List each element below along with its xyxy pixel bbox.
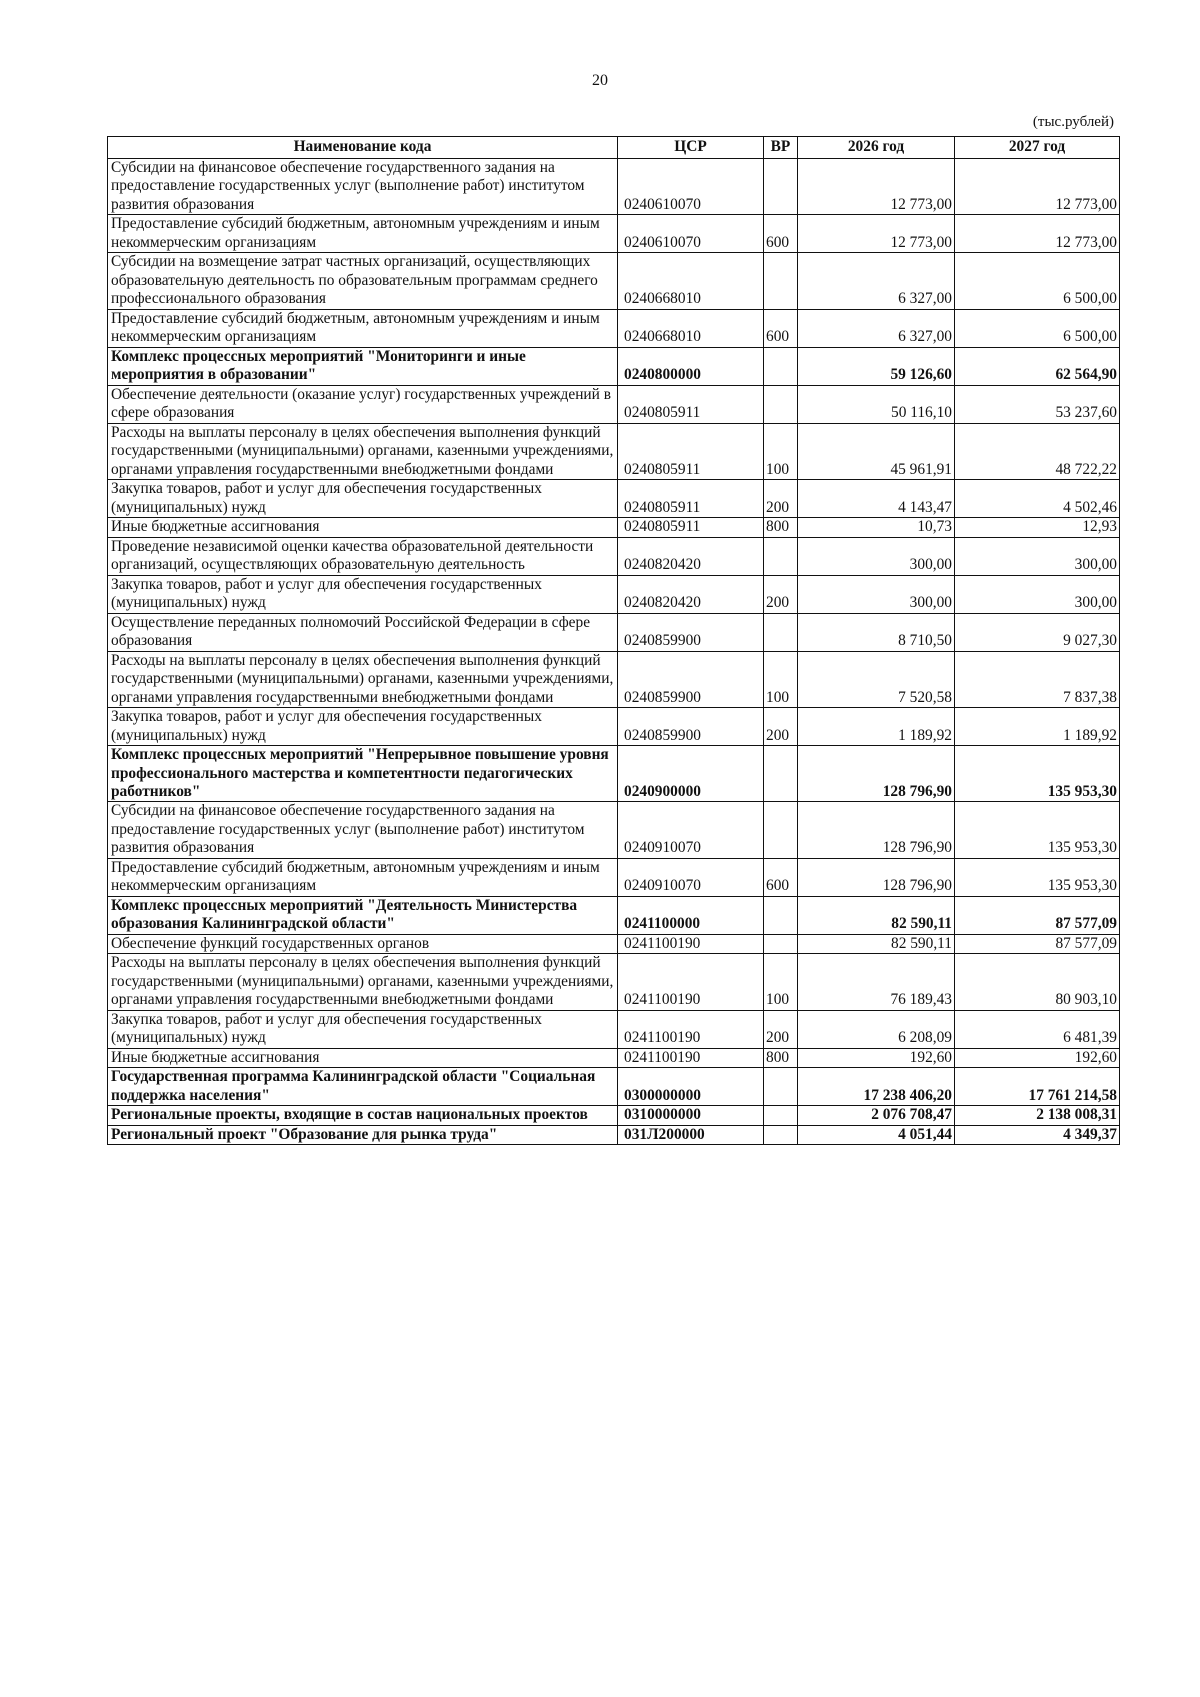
- cell-2026: 45 961,91: [798, 423, 955, 479]
- cell-csr: 0241100190: [618, 1010, 764, 1048]
- table-row: [108, 518, 1120, 537]
- cell-csr: 0240859900: [618, 651, 764, 707]
- cell-name: Осуществление переданных полномочий Российской Федерации в сфере образования: [108, 613, 618, 651]
- cell-name: Предоставление субсидий бюджетным, автономным учреждениям и иным некоммерческим организациям: [108, 309, 618, 347]
- cell-name: Предоставление субсидий бюджетным, автономным учреждениям и иным некоммерческим организациям: [108, 858, 618, 896]
- cell-csr: 0240805911: [618, 423, 764, 479]
- table-row: [108, 1068, 1120, 1106]
- cell-name: Обеспечение деятельности (оказание услуг) государственных учреждений в сфере образования: [108, 385, 618, 423]
- cell-2027: 53 237,60: [955, 385, 1120, 423]
- cell-vr: 600: [764, 858, 798, 896]
- cell-2027: 4 349,37: [955, 1125, 1120, 1144]
- cell-name: Закупка товаров, работ и услуг для обеспечения государственных (муниципальных) нужд: [108, 575, 618, 613]
- cell-name: Расходы на выплаты персоналу в целях обеспечения выполнения функций государственными (муниципальными) органами, казенными учреждениями, органами управления государственными внебюджетными фондами: [108, 651, 618, 707]
- cell-2027: 12,93: [955, 518, 1120, 537]
- cell-vr: 100: [764, 423, 798, 479]
- table-row: [108, 651, 1120, 707]
- cell-csr: 0240800000: [618, 347, 764, 385]
- cell-2026: 300,00: [798, 537, 955, 575]
- cell-csr: 0240900000: [618, 746, 764, 802]
- cell-2026: 128 796,90: [798, 858, 955, 896]
- cell-2027: 12 773,00: [955, 215, 1120, 253]
- cell-2027: 135 953,30: [955, 858, 1120, 896]
- table-row: [108, 1010, 1120, 1048]
- cell-csr: 0240805911: [618, 480, 764, 518]
- table-row: [108, 746, 1120, 802]
- cell-csr: 0241100000: [618, 896, 764, 934]
- table-row: [108, 537, 1120, 575]
- cell-2026: 2 076 708,47: [798, 1106, 955, 1125]
- table-row: [108, 385, 1120, 423]
- cell-2026: 59 126,60: [798, 347, 955, 385]
- cell-2027: 2 138 008,31: [955, 1106, 1120, 1125]
- cell-csr: 0240668010: [618, 309, 764, 347]
- cell-vr: [764, 385, 798, 423]
- cell-2026: 82 590,11: [798, 896, 955, 934]
- cell-2026: 6 327,00: [798, 253, 955, 309]
- cell-name: Иные бюджетные ассигнования: [108, 1048, 618, 1067]
- table-row: [108, 1106, 1120, 1125]
- header-vr: ВР: [764, 137, 798, 159]
- table-row: [108, 215, 1120, 253]
- cell-csr: 0241100190: [618, 1048, 764, 1067]
- cell-2027: 80 903,10: [955, 954, 1120, 1010]
- cell-csr: 0300000000: [618, 1068, 764, 1106]
- cell-2027: 135 953,30: [955, 746, 1120, 802]
- cell-name: Региональный проект "Образование для рынка труда": [108, 1125, 618, 1144]
- cell-2026: 12 773,00: [798, 159, 955, 215]
- cell-vr: [764, 1125, 798, 1144]
- header-name: Наименование кода: [108, 137, 618, 159]
- cell-name: Комплекс процессных мероприятий "Деятельность Министерства образования Калининградской области": [108, 896, 618, 934]
- cell-2027: 6 500,00: [955, 309, 1120, 347]
- header-2027: 2027 год: [955, 137, 1120, 159]
- header-csr: ЦСР: [618, 137, 764, 159]
- cell-2026: 1 189,92: [798, 708, 955, 746]
- table-row: [108, 1125, 1120, 1144]
- cell-2027: 62 564,90: [955, 347, 1120, 385]
- cell-2026: 192,60: [798, 1048, 955, 1067]
- cell-2027: 7 837,38: [955, 651, 1120, 707]
- cell-name: Субсидии на финансовое обеспечение государственного задания на предоставление государственных услуг (выполнение работ) институтом развития образования: [108, 802, 618, 858]
- cell-vr: [764, 537, 798, 575]
- cell-name: Комплекс процессных мероприятий "Мониторинги и иные мероприятия в образовании": [108, 347, 618, 385]
- cell-2026: 128 796,90: [798, 746, 955, 802]
- cell-2027: 1 189,92: [955, 708, 1120, 746]
- table-row: [108, 253, 1120, 309]
- cell-vr: [764, 934, 798, 953]
- cell-name: Расходы на выплаты персоналу в целях обеспечения выполнения функций государственными (муниципальными) органами, казенными учреждениями, органами управления государственными внебюджетными фондами: [108, 954, 618, 1010]
- cell-name: Комплекс процессных мероприятий "Непрерывное повышение уровня профессионального мастерства и компетентности педагогических работников": [108, 746, 618, 802]
- cell-vr: [764, 159, 798, 215]
- cell-2026: 17 238 406,20: [798, 1068, 955, 1106]
- cell-2026: 8 710,50: [798, 613, 955, 651]
- cell-2026: 7 520,58: [798, 651, 955, 707]
- cell-vr: 200: [764, 1010, 798, 1048]
- cell-name: Субсидии на возмещение затрат частных организаций, осуществляющих образовательную деятельность по образовательным программам среднего профессионального образования: [108, 253, 618, 309]
- cell-csr: 0240610070: [618, 215, 764, 253]
- cell-csr: 0240910070: [618, 858, 764, 896]
- cell-name: Проведение независимой оценки качества образовательной деятельности организаций, осуществляющих образовательную деятельность: [108, 537, 618, 575]
- table-header-row: [108, 137, 1120, 159]
- cell-2027: 300,00: [955, 537, 1120, 575]
- page-number: 20: [592, 72, 608, 89]
- cell-vr: [764, 347, 798, 385]
- cell-vr: 800: [764, 1048, 798, 1067]
- cell-2027: 87 577,09: [955, 896, 1120, 934]
- cell-vr: [764, 746, 798, 802]
- cell-vr: [764, 1106, 798, 1125]
- cell-name: Субсидии на финансовое обеспечение государственного задания на предоставление государственных услуг (выполнение работ) институтом развития образования: [108, 159, 618, 215]
- cell-vr: 600: [764, 309, 798, 347]
- cell-name: Обеспечение функций государственных органов: [108, 934, 618, 953]
- cell-csr: 0241100190: [618, 954, 764, 1010]
- table-row: [108, 708, 1120, 746]
- cell-vr: 600: [764, 215, 798, 253]
- cell-2026: 4 143,47: [798, 480, 955, 518]
- cell-2027: 17 761 214,58: [955, 1068, 1120, 1106]
- table-row: [108, 347, 1120, 385]
- cell-vr: [764, 802, 798, 858]
- table-row: [108, 575, 1120, 613]
- cell-name: Предоставление субсидий бюджетным, автономным учреждениям и иным некоммерческим организациям: [108, 215, 618, 253]
- cell-vr: [764, 613, 798, 651]
- cell-vr: 100: [764, 651, 798, 707]
- cell-csr: 0241100190: [618, 934, 764, 953]
- cell-csr: 0240805911: [618, 518, 764, 537]
- cell-csr: 0240820420: [618, 537, 764, 575]
- cell-csr: 0240910070: [618, 802, 764, 858]
- cell-2026: 6 327,00: [798, 309, 955, 347]
- cell-2027: 4 502,46: [955, 480, 1120, 518]
- table-row: [108, 423, 1120, 479]
- cell-vr: 100: [764, 954, 798, 1010]
- cell-vr: 200: [764, 575, 798, 613]
- cell-2027: 300,00: [955, 575, 1120, 613]
- cell-vr: 800: [764, 518, 798, 537]
- units-label: (тыс.рублей): [1032, 114, 1114, 130]
- cell-vr: [764, 253, 798, 309]
- cell-vr: 200: [764, 708, 798, 746]
- cell-2027: 9 027,30: [955, 613, 1120, 651]
- cell-csr: 0240859900: [618, 613, 764, 651]
- cell-vr: [764, 896, 798, 934]
- cell-2026: 50 116,10: [798, 385, 955, 423]
- cell-name: Региональные проекты, входящие в состав национальных проектов: [108, 1106, 618, 1125]
- table-row: [108, 954, 1120, 1010]
- cell-csr: 0310000000: [618, 1106, 764, 1125]
- cell-2026: 10,73: [798, 518, 955, 537]
- cell-name: Расходы на выплаты персоналу в целях обеспечения выполнения функций государственными (муниципальными) органами, казенными учреждениями, органами управления государственными внебюджетными фондами: [108, 423, 618, 479]
- table-row: [108, 802, 1120, 858]
- cell-name: Иные бюджетные ассигнования: [108, 518, 618, 537]
- cell-name: Закупка товаров, работ и услуг для обеспечения государственных (муниципальных) нужд: [108, 708, 618, 746]
- cell-2027: 6 481,39: [955, 1010, 1120, 1048]
- cell-csr: 0240610070: [618, 159, 764, 215]
- cell-2026: 82 590,11: [798, 934, 955, 953]
- table-row: [108, 896, 1120, 934]
- table-body: [108, 159, 1120, 1145]
- cell-2026: 12 773,00: [798, 215, 955, 253]
- table-row: [108, 480, 1120, 518]
- cell-vr: [764, 1068, 798, 1106]
- cell-csr: 0240805911: [618, 385, 764, 423]
- budget-table: [107, 136, 1120, 1145]
- cell-2027: 12 773,00: [955, 159, 1120, 215]
- table-row: [108, 613, 1120, 651]
- cell-2026: 300,00: [798, 575, 955, 613]
- header-2026: 2026 год: [798, 137, 955, 159]
- table-row: [108, 309, 1120, 347]
- cell-vr: 200: [764, 480, 798, 518]
- cell-csr: 0240668010: [618, 253, 764, 309]
- cell-2027: 135 953,30: [955, 802, 1120, 858]
- cell-2027: 87 577,09: [955, 934, 1120, 953]
- cell-2027: 192,60: [955, 1048, 1120, 1067]
- cell-2026: 76 189,43: [798, 954, 955, 1010]
- cell-2027: 48 722,22: [955, 423, 1120, 479]
- cell-2026: 6 208,09: [798, 1010, 955, 1048]
- table-row: [108, 1048, 1120, 1067]
- table-row: [108, 934, 1120, 953]
- cell-csr: 031Л200000: [618, 1125, 764, 1144]
- cell-csr: 0240820420: [618, 575, 764, 613]
- table-row: [108, 159, 1120, 215]
- table-row: [108, 858, 1120, 896]
- cell-2027: 6 500,00: [955, 253, 1120, 309]
- cell-2026: 4 051,44: [798, 1125, 955, 1144]
- cell-2026: 128 796,90: [798, 802, 955, 858]
- cell-name: Государственная программа Калининградской области "Социальная поддержка населения": [108, 1068, 618, 1106]
- cell-name: Закупка товаров, работ и услуг для обеспечения государственных (муниципальных) нужд: [108, 480, 618, 518]
- cell-name: Закупка товаров, работ и услуг для обеспечения государственных (муниципальных) нужд: [108, 1010, 618, 1048]
- cell-csr: 0240859900: [618, 708, 764, 746]
